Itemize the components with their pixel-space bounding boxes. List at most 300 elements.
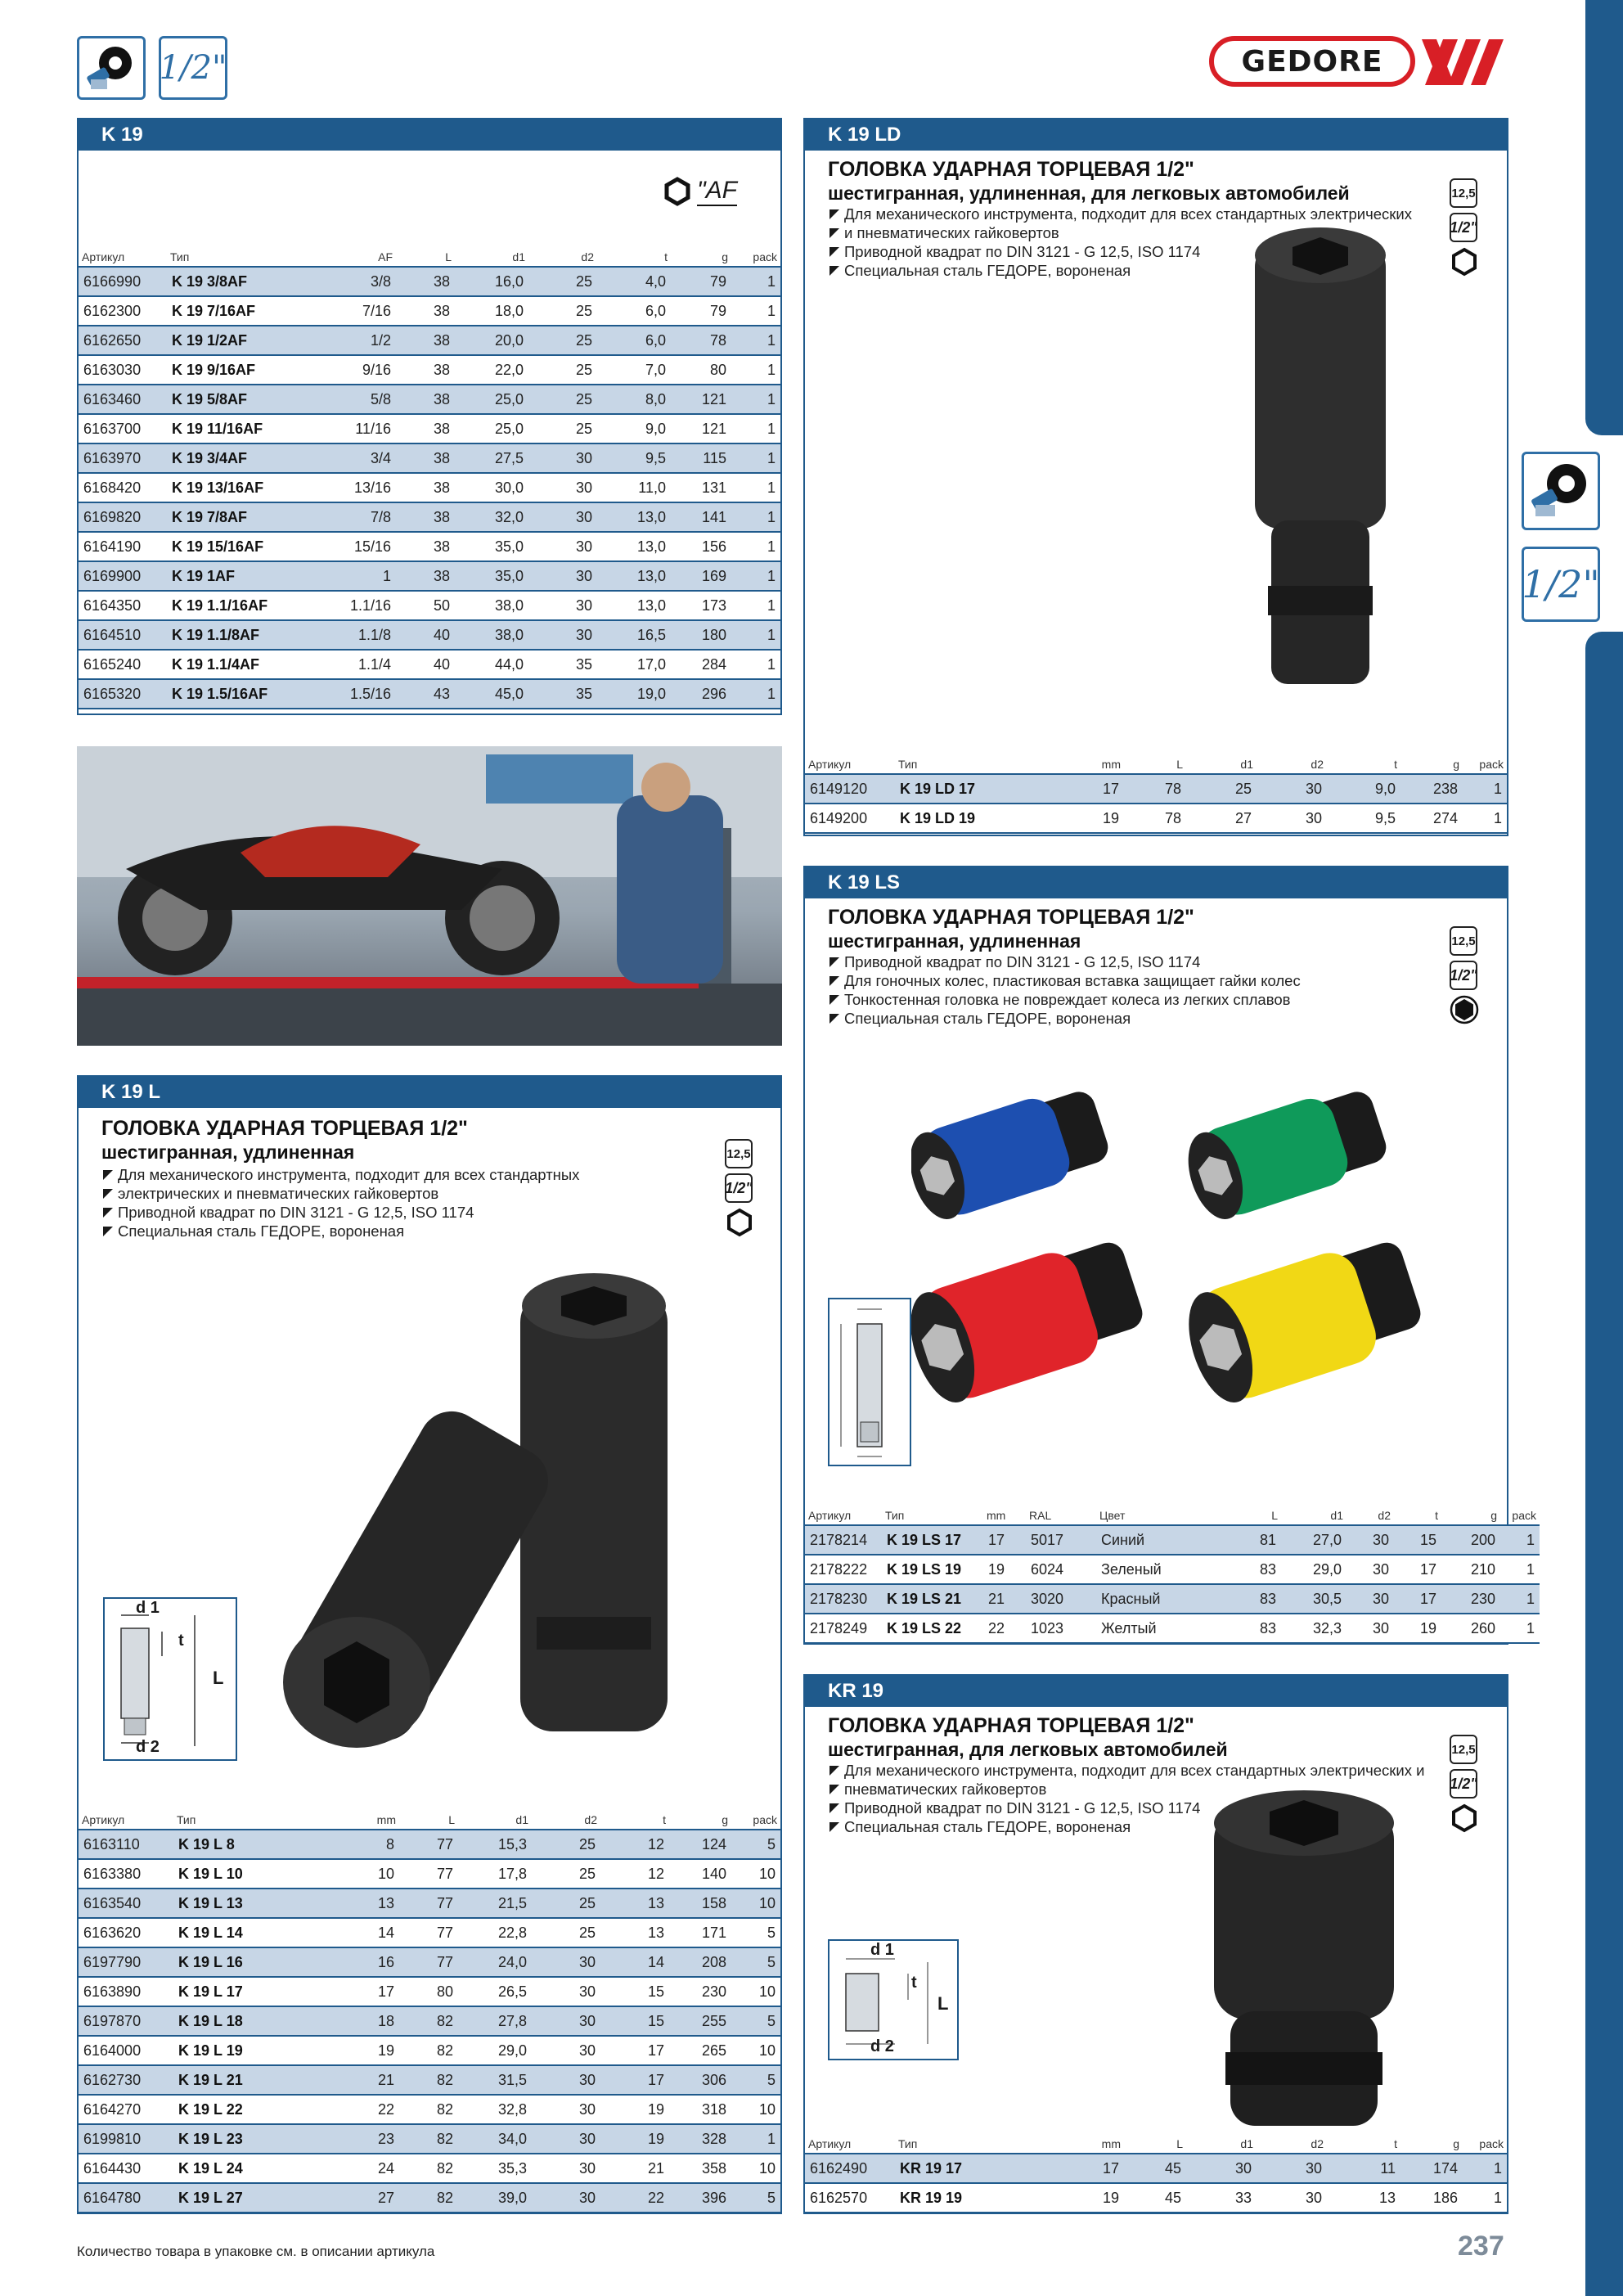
table-cell: 6169820 — [79, 502, 167, 532]
kr19-subtitle: шестигранная, для легковых автомобилей — [828, 1739, 1228, 1760]
table-cell: 22,8 — [458, 1918, 532, 1947]
section-k19 — [77, 118, 782, 715]
table-cell: 11 — [1327, 2154, 1400, 2183]
table-cell: 30 — [1186, 2154, 1257, 2183]
brand-stripes-icon — [1422, 39, 1504, 85]
table-cell: 6,0 — [597, 296, 671, 326]
table-cell: K 19 L 24 — [173, 2154, 304, 2183]
table-cell: 238 — [1400, 774, 1463, 804]
table-row — [805, 2154, 1507, 2183]
table-cell: 82 — [399, 2154, 458, 2183]
table-cell: 140 — [669, 1859, 731, 1889]
side-category-icon — [1522, 452, 1600, 530]
footer-note: Количество товара в упаковке см. в описании артикула — [77, 2244, 435, 2259]
kr19-table — [805, 2134, 1507, 2213]
section-k19l-header: K 19 L — [79, 1077, 780, 1108]
table-cell: 13,0 — [597, 532, 671, 561]
table-cell: K 19 L 8 — [173, 1830, 304, 1859]
table-cell: 1.1/8 — [290, 620, 396, 650]
col-d2: d2 — [1257, 2134, 1327, 2154]
table-cell: 6164430 — [79, 2154, 173, 2183]
table-cell: 19 — [1018, 2183, 1124, 2213]
table-row — [805, 2183, 1507, 2213]
table-cell: K 19 L 27 — [173, 2183, 304, 2213]
table-cell: 1 — [1500, 1584, 1540, 1614]
table-row — [79, 1830, 780, 1859]
k19l-title: ГОЛОВКА УДАРНАЯ ТОРЦЕВАЯ 1/2" — [101, 1117, 468, 1140]
hex-socket-solid-icon — [1450, 995, 1479, 1024]
table-cell: 30 — [532, 2065, 600, 2095]
table-cell: 25 — [528, 385, 597, 414]
table-cell: 124 — [669, 1830, 731, 1859]
table-cell: K 19 L 21 — [173, 2065, 304, 2095]
table-cell: 14 — [304, 1918, 399, 1947]
col-weight: g — [671, 247, 731, 267]
table-cell: 1 — [1463, 2183, 1507, 2213]
table-cell: 121 — [671, 414, 731, 443]
table-cell: 17,0 — [597, 650, 671, 679]
table-cell: 27 — [304, 2183, 399, 2213]
col-article: Артикул — [805, 754, 895, 774]
diagram-label-t: t — [911, 1974, 917, 1992]
table-cell: 30 — [532, 2095, 600, 2124]
table-cell: 15 — [600, 2006, 669, 2036]
k19ld-subtitle: шестигранная, удлиненная, для легковых автомобилей — [828, 182, 1350, 204]
table-cell: 5/8 — [290, 385, 396, 414]
table-cell: 1 — [731, 326, 780, 355]
table-cell: K 19 L 14 — [173, 1918, 304, 1947]
table-cell: 35,3 — [458, 2154, 532, 2183]
table-row — [79, 2065, 780, 2095]
table-cell: 22,0 — [455, 355, 528, 385]
diagram-label-d2: d 2 — [870, 2037, 894, 2055]
table-cell: 27,0 — [1281, 1525, 1347, 1555]
diagram-label-l: L — [213, 1668, 224, 1688]
table-cell: 40 — [396, 620, 455, 650]
table-cell: K 19 1.1/16AF — [167, 591, 290, 620]
col-article: Артикул — [79, 1810, 173, 1830]
table-cell: 13 — [600, 1889, 669, 1918]
col-t: t — [1327, 2134, 1400, 2154]
table-cell: 30,0 — [455, 473, 528, 502]
table-row — [79, 1918, 780, 1947]
table-cell: 13/16 — [290, 473, 396, 502]
table-row — [79, 1859, 780, 1889]
table-cell: 21 — [304, 2065, 399, 2095]
table-cell: KR 19 17 — [895, 2154, 1018, 2183]
table-cell: 2178249 — [805, 1614, 882, 1643]
table-cell: K 19 5/8AF — [167, 385, 290, 414]
table-cell: 30 — [528, 561, 597, 591]
table-cell: 34,0 — [458, 2124, 532, 2154]
table-cell: 1 — [731, 591, 780, 620]
table-cell: 35,0 — [455, 561, 528, 591]
half-inch-badge: 1/2" — [1450, 1769, 1477, 1799]
k19l-dimension-diagram — [103, 1597, 237, 1761]
table-cell: 10 — [731, 2154, 780, 2183]
table-cell: 5 — [731, 2065, 780, 2095]
table-cell: 50 — [396, 591, 455, 620]
table-cell: 6164510 — [79, 620, 167, 650]
table-cell: 6169900 — [79, 561, 167, 591]
table-cell: 25,0 — [455, 385, 528, 414]
table-cell: 5 — [731, 2006, 780, 2036]
col-d2: d2 — [1347, 1506, 1394, 1525]
k19l-table — [79, 1810, 780, 2213]
table-cell: 19 — [1018, 804, 1124, 833]
table-cell: 82 — [399, 2095, 458, 2124]
table-cell: 9/16 — [290, 355, 396, 385]
col-pack: pack — [731, 1810, 780, 1830]
k19ld-table-header — [805, 754, 1507, 774]
table-cell: 1 — [290, 561, 396, 591]
col-type: Тип — [167, 247, 290, 267]
table-cell: 17 — [304, 1977, 399, 2006]
k19-table — [79, 247, 780, 709]
table-cell: 79 — [671, 296, 731, 326]
table-cell: 13,0 — [597, 561, 671, 591]
feature-item: Для механического инструмента, подходит для всех стандартных электрических и — [828, 1761, 1450, 1780]
table-cell: 18 — [304, 2006, 399, 2036]
section-k19ls — [803, 866, 1536, 1645]
table-cell: 79 — [671, 267, 731, 296]
table-cell: 16 — [304, 1947, 399, 1977]
table-cell: 210 — [1441, 1555, 1500, 1584]
table-row — [805, 1584, 1540, 1614]
table-cell: 38 — [396, 561, 455, 591]
table-cell: 6164270 — [79, 2095, 173, 2124]
table-cell: 82 — [399, 2006, 458, 2036]
table-cell: 260 — [1441, 1614, 1500, 1643]
table-cell: 27,8 — [458, 2006, 532, 2036]
table-cell: 38 — [396, 385, 455, 414]
table-cell: 10 — [731, 1977, 780, 2006]
table-cell: 3/8 — [290, 267, 396, 296]
table-row — [79, 326, 780, 355]
table-cell: 30 — [1257, 804, 1327, 833]
table-cell: 1 — [731, 414, 780, 443]
col-article: Артикул — [805, 2134, 895, 2154]
side-tab-lower — [1585, 632, 1623, 2296]
table-cell: 5 — [731, 1918, 780, 1947]
feature-item: Тонкостенная головка не повреждает колеса из легких сплавов — [828, 990, 1450, 1009]
table-cell: 1 — [731, 561, 780, 591]
brand-logo — [1209, 36, 1415, 87]
table-cell: 30 — [532, 1977, 600, 2006]
table-cell: 10 — [731, 2036, 780, 2065]
yellow-sleeve-socket — [1176, 1231, 1430, 1411]
half-inch-drive-icon — [159, 36, 227, 100]
diagram-label-d1: d 1 — [136, 1599, 160, 1617]
table-row — [805, 1555, 1540, 1584]
col-l: L — [1124, 754, 1186, 774]
table-cell: 21 — [983, 1584, 1026, 1614]
table-cell: 6162570 — [805, 2183, 895, 2213]
table-cell: 35 — [528, 679, 597, 709]
table-row — [79, 502, 780, 532]
table-cell: 25 — [528, 267, 597, 296]
table-cell: 6164780 — [79, 2183, 173, 2213]
table-cell: K 19 3/4AF — [167, 443, 290, 473]
table-row — [79, 561, 780, 591]
section-k19-header: K 19 — [79, 119, 780, 151]
table-cell: 1 — [731, 473, 780, 502]
col-d1: d1 — [458, 1810, 532, 1830]
table-cell: Зеленый — [1096, 1555, 1219, 1584]
table-cell: 230 — [1441, 1584, 1500, 1614]
workshop-motorcycle-photo — [77, 746, 782, 1046]
table-cell: K 19 L 23 — [173, 2124, 304, 2154]
table-row — [79, 650, 780, 679]
table-cell: 6149120 — [805, 774, 895, 804]
table-cell: 19 — [304, 2036, 399, 2065]
table-row — [79, 1947, 780, 1977]
col-mm: mm — [1018, 2134, 1124, 2154]
table-cell: 2178214 — [805, 1525, 882, 1555]
table-cell: 45 — [1124, 2183, 1186, 2213]
table-cell: 9,0 — [1327, 774, 1400, 804]
col-type: Тип — [895, 754, 1018, 774]
table-cell: 30 — [1347, 1614, 1394, 1643]
col-pack: pack — [731, 247, 780, 267]
table-cell: 10 — [731, 2095, 780, 2124]
table-cell: K 19 1/2AF — [167, 326, 290, 355]
table-row — [79, 443, 780, 473]
table-cell: 296 — [671, 679, 731, 709]
table-cell: 77 — [399, 1830, 458, 1859]
table-cell: 30 — [528, 502, 597, 532]
table-cell: 43 — [396, 679, 455, 709]
table-cell: 6199810 — [79, 2124, 173, 2154]
table-cell: 6163540 — [79, 1889, 173, 1918]
table-cell: 10 — [731, 1889, 780, 1918]
table-cell: 15 — [600, 1977, 669, 2006]
section-k19ld — [803, 118, 1508, 836]
k19ls-table-header — [805, 1506, 1540, 1525]
col-type: Тип — [895, 2134, 1018, 2154]
drive-125-badge: 12,5 — [1450, 178, 1477, 208]
table-row — [79, 473, 780, 502]
table-row — [79, 2124, 780, 2154]
table-cell: 21,5 — [458, 1889, 532, 1918]
hex-icon — [663, 177, 692, 206]
table-row — [79, 2006, 780, 2036]
k19l-socket-image — [267, 1273, 708, 1781]
side-drive-size-icon — [1522, 547, 1600, 622]
table-cell: K 19 11/16AF — [167, 414, 290, 443]
table-cell: 38 — [396, 473, 455, 502]
col-ral: RAL — [1026, 1506, 1096, 1525]
table-cell: 30 — [1257, 2183, 1327, 2213]
table-cell: K 19 L 16 — [173, 1947, 304, 1977]
table-cell: 6,0 — [597, 326, 671, 355]
table-cell: K 19 3/8AF — [167, 267, 290, 296]
impact-socket-category-icon — [77, 36, 146, 100]
col-pack: pack — [1463, 754, 1507, 774]
table-cell: 30 — [1347, 1525, 1394, 1555]
section-k19ld-header: K 19 LD — [805, 119, 1507, 151]
table-row — [79, 1977, 780, 2006]
table-cell: 6164350 — [79, 591, 167, 620]
table-cell: 29,0 — [1281, 1555, 1347, 1584]
table-cell: 328 — [669, 2124, 731, 2154]
feature-item: Приводной квадрат по DIN 3121 - G 12,5, ISO 1174 — [828, 1799, 1450, 1817]
table-cell: 1 — [1463, 774, 1507, 804]
table-cell: 12 — [600, 1859, 669, 1889]
table-cell: 17 — [600, 2036, 669, 2065]
table-cell: 38 — [396, 414, 455, 443]
table-cell: 32,3 — [1281, 1614, 1347, 1643]
drive-125-badge: 12,5 — [1450, 1735, 1477, 1764]
table-cell: 6163890 — [79, 1977, 173, 2006]
table-cell: K 19 1.1/8AF — [167, 620, 290, 650]
half-inch-badge: 1/2" — [1450, 961, 1477, 990]
col-d1: d1 — [455, 247, 528, 267]
blue-sleeve-socket — [911, 1080, 1115, 1226]
col-weight: g — [669, 1810, 731, 1830]
table-cell: 35 — [528, 650, 597, 679]
col-l: L — [399, 1810, 458, 1830]
table-cell: 25 — [532, 1830, 600, 1859]
diagram-label-t: t — [178, 1632, 184, 1650]
table-row — [805, 1525, 1540, 1555]
table-cell: 284 — [671, 650, 731, 679]
table-cell: 17 — [1018, 774, 1124, 804]
table-cell: 1 — [1463, 804, 1507, 833]
page-number: 237 — [1458, 2231, 1504, 2262]
feature-item: Специальная сталь ГЕДОРЕ, вороненая — [101, 1222, 641, 1240]
col-article: Артикул — [79, 247, 167, 267]
feature-item: Специальная сталь ГЕДОРЕ, вороненая — [828, 1817, 1450, 1836]
table-cell: Синий — [1096, 1525, 1219, 1555]
col-weight: g — [1441, 1506, 1500, 1525]
col-l: L — [1124, 2134, 1186, 2154]
table-cell: 40 — [396, 650, 455, 679]
table-cell: 25 — [532, 1918, 600, 1947]
col-d2: d2 — [528, 247, 597, 267]
col-t: t — [1394, 1506, 1441, 1525]
hex-socket-icon — [1450, 1803, 1479, 1833]
table-cell: 2178230 — [805, 1584, 882, 1614]
table-cell: 82 — [399, 2036, 458, 2065]
section-k19l — [77, 1075, 782, 2214]
table-cell: K 19 LS 17 — [882, 1525, 983, 1555]
kr19-table-header — [805, 2134, 1507, 2154]
table-cell: 19 — [600, 2124, 669, 2154]
table-cell: 80 — [671, 355, 731, 385]
table-cell: 35,0 — [455, 532, 528, 561]
table-cell: 173 — [671, 591, 731, 620]
table-cell: 30,5 — [1281, 1584, 1347, 1614]
table-cell: 396 — [669, 2183, 731, 2213]
table-row — [79, 679, 780, 709]
table-cell: 83 — [1219, 1614, 1281, 1643]
col-t: t — [597, 247, 671, 267]
table-cell: 7/16 — [290, 296, 396, 326]
feature-item: Для гоночных колес, пластиковая вставка защищает гайки колес — [828, 971, 1450, 990]
table-cell: 11,0 — [597, 473, 671, 502]
table-cell: 24,0 — [458, 1947, 532, 1977]
table-cell: 6168420 — [79, 473, 167, 502]
table-cell: 6162730 — [79, 2065, 173, 2095]
table-cell: 10 — [731, 1859, 780, 1889]
table-cell: 6165240 — [79, 650, 167, 679]
table-cell: 5 — [731, 1947, 780, 1977]
table-cell: K 19 L 18 — [173, 2006, 304, 2036]
table-cell: 4,0 — [597, 267, 671, 296]
table-cell: 12 — [600, 1830, 669, 1859]
col-pack: pack — [1463, 2134, 1507, 2154]
drive-125-badge: 12,5 — [1450, 926, 1477, 956]
feature-item: Для механического инструмента, подходит для всех стандартных электрических — [828, 205, 1450, 223]
table-cell: 274 — [1400, 804, 1463, 833]
table-cell: 33 — [1186, 2183, 1257, 2213]
col-d1: d1 — [1186, 2134, 1257, 2154]
table-cell: 30 — [1347, 1584, 1394, 1614]
k19l-features — [101, 1165, 641, 1240]
table-cell: K 19 LS 19 — [882, 1555, 983, 1584]
table-cell: 32,0 — [455, 502, 528, 532]
table-row — [805, 774, 1507, 804]
table-cell: 38 — [396, 267, 455, 296]
table-cell: 1 — [731, 443, 780, 473]
diagram-label-l: L — [937, 1993, 949, 2014]
table-cell: 15,3 — [458, 1830, 532, 1859]
table-cell: 1023 — [1026, 1614, 1096, 1643]
k19ls-features — [828, 952, 1450, 1028]
table-cell: 19,0 — [597, 679, 671, 709]
table-row — [79, 355, 780, 385]
feature-item: Специальная сталь ГЕДОРЕ, вороненая — [828, 261, 1450, 280]
table-row — [79, 591, 780, 620]
table-cell: 6163620 — [79, 1918, 173, 1947]
table-cell: 78 — [1124, 804, 1186, 833]
table-cell: 17,8 — [458, 1859, 532, 1889]
table-cell: 30 — [532, 2006, 600, 2036]
table-cell: 21 — [600, 2154, 669, 2183]
half-inch-badge: 1/2" — [1450, 213, 1477, 242]
half-inch-badge: 1/2" — [725, 1173, 753, 1203]
table-row — [79, 2183, 780, 2213]
table-cell: 30 — [1347, 1555, 1394, 1584]
table-cell: 3/4 — [290, 443, 396, 473]
table-cell: 16,0 — [455, 267, 528, 296]
kr19-socket-image — [1198, 1782, 1410, 2142]
table-cell: 30 — [532, 2154, 600, 2183]
table-cell: 13 — [304, 1889, 399, 1918]
table-cell: KR 19 19 — [895, 2183, 1018, 2213]
table-cell: 82 — [399, 2124, 458, 2154]
table-cell: 1 — [731, 532, 780, 561]
table-cell: 1.1/16 — [290, 591, 396, 620]
table-row — [79, 296, 780, 326]
table-cell: 38 — [396, 355, 455, 385]
hex-socket-icon — [725, 1208, 754, 1237]
table-cell: 7,0 — [597, 355, 671, 385]
table-cell: 15/16 — [290, 532, 396, 561]
table-cell: 5 — [731, 2183, 780, 2213]
table-cell: 158 — [669, 1889, 731, 1918]
table-cell: 38 — [396, 532, 455, 561]
col-type: Тип — [882, 1506, 983, 1525]
red-sleeve-socket — [911, 1231, 1152, 1411]
table-cell: 1 — [1500, 1614, 1540, 1643]
table-cell: 25 — [528, 326, 597, 355]
table-cell: K 19 15/16AF — [167, 532, 290, 561]
table-cell: 25 — [532, 1889, 600, 1918]
table-cell: 3020 — [1026, 1584, 1096, 1614]
k19ls-title: ГОЛОВКА УДАРНАЯ ТОРЦЕВАЯ 1/2" — [828, 906, 1194, 929]
